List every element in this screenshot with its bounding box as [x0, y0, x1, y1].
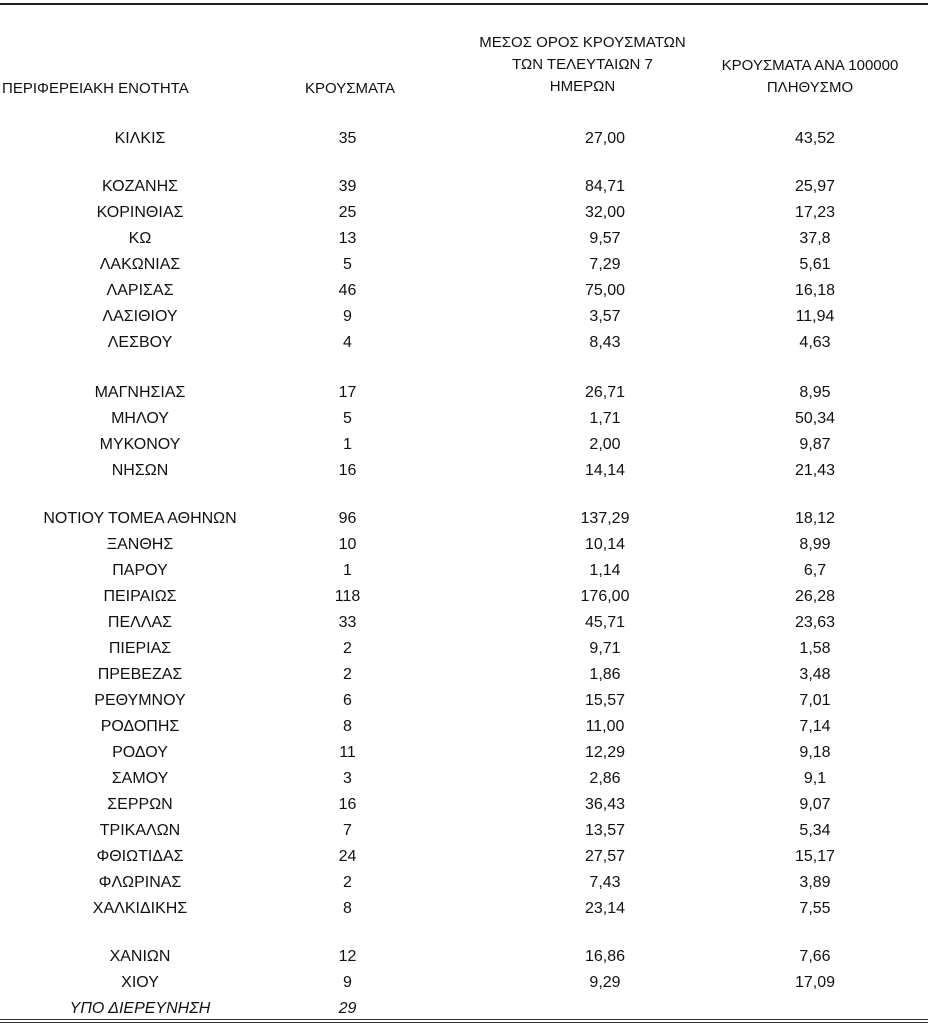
- region-cell: ΦΘΙΩΤΙΔΑΣ: [96, 848, 184, 865]
- region-cell: ΜΥΚΟΝΟΥ: [99, 436, 181, 453]
- region-cell: ΦΛΩΡΙΝΑΣ: [98, 874, 182, 891]
- bottom-rule-double: [0, 1022, 928, 1023]
- per-100k-cell: 37,8: [799, 230, 831, 247]
- per-100k-cell: 7,14: [799, 718, 831, 735]
- avg-7-days-cell: 11,00: [585, 718, 625, 735]
- table-row: [0, 896, 940, 922]
- cases-cell: 3: [343, 770, 352, 787]
- avg-7-days-cell: 27,57: [584, 848, 626, 865]
- cases-cell: 16: [338, 462, 357, 479]
- avg-7-days-cell: 13,57: [584, 822, 626, 839]
- per-100k-cell: 5,34: [799, 822, 831, 839]
- region-cell: ΧΑΛΚΙΔΙΚΗΣ: [92, 900, 188, 917]
- region-cell: ΞΑΝΘΗΣ: [106, 536, 174, 553]
- per-100k-cell: 4,63: [799, 334, 831, 351]
- per-100k-cell: 21,43: [794, 462, 836, 479]
- per-100k-cell: 17,09: [794, 974, 836, 991]
- per-100k-cell: 8,99: [799, 536, 831, 553]
- bottom-rule: [0, 1019, 928, 1020]
- avg-7-days-cell: 45,71: [584, 614, 626, 631]
- cases-cell: 9: [343, 308, 352, 325]
- table-row: [0, 792, 940, 818]
- cases-cell: 33: [338, 614, 357, 631]
- cases-cell: 118: [334, 588, 361, 605]
- region-cell: ΛΑΚΩΝΙΑΣ: [99, 256, 181, 273]
- cases-cell: 25: [338, 204, 357, 221]
- cases-cell: 46: [338, 282, 357, 299]
- avg-7-days-cell: 7,29: [589, 256, 621, 273]
- per-100k-cell: 16,18: [794, 282, 836, 299]
- table-row: [0, 844, 940, 870]
- table-row: [0, 818, 940, 844]
- per-100k-cell: 7,01: [799, 692, 831, 709]
- table-row: [0, 200, 940, 226]
- per-100k-cell: 25,97: [794, 178, 836, 195]
- region-cell: ΛΑΣΙΘΙΟΥ: [102, 308, 178, 325]
- cases-cell: 8: [343, 718, 352, 735]
- region-cell: ΤΡΙΚΑΛΩΝ: [99, 822, 181, 839]
- table-row: [0, 252, 940, 278]
- cases-cell: 2: [343, 640, 352, 657]
- avg-7-days-cell: 3,57: [589, 308, 621, 325]
- header-per100k-line-2: ΠΛΗΘΥΣΜΟ: [766, 79, 854, 96]
- header-region: ΠΕΡΙΦΕΡΕΙΑΚΗ ΕΝΟΤΗΤΑ: [2, 80, 189, 97]
- region-cell: ΠΕΛΛΑΣ: [107, 614, 173, 631]
- avg-7-days-cell: 16,86: [584, 948, 626, 965]
- per-100k-cell: 8,95: [799, 384, 831, 401]
- cases-cell: 5: [343, 256, 352, 273]
- per-100k-cell: 1,58: [799, 640, 831, 657]
- per-100k-cell: 3,89: [799, 874, 831, 891]
- per-100k-cell: 9,18: [799, 744, 831, 761]
- region-cell: ΚΙΛΚΙΣ: [114, 130, 166, 147]
- region-cell: ΡΟΔΟΠΗΣ: [100, 718, 180, 735]
- avg-7-days-cell: 7,43: [589, 874, 621, 891]
- table-row: [0, 506, 940, 532]
- table-row: [0, 126, 940, 152]
- avg-7-days-cell: 26,71: [584, 384, 626, 401]
- header-avg-line-1: ΜΕΣΟΣ ΟΡΟΣ ΚΡΟΥΣΜΑΤΩΝ: [479, 34, 686, 51]
- avg-7-days-cell: 9,71: [589, 640, 621, 657]
- avg-7-days-cell: 2,86: [589, 770, 621, 787]
- table-row: [0, 458, 940, 484]
- avg-7-days-cell: 15,57: [584, 692, 626, 709]
- cases-cell: 39: [338, 178, 357, 195]
- avg-7-days-cell: 23,14: [584, 900, 626, 917]
- per-100k-cell: 7,66: [799, 948, 831, 965]
- cases-cell: 13: [338, 230, 357, 247]
- header-cases-per-100k: [690, 55, 930, 99]
- table-row: [0, 532, 940, 558]
- cases-cell: 10: [338, 536, 357, 553]
- per-100k-cell: 43,52: [794, 130, 836, 147]
- table-row: [0, 304, 940, 330]
- region-cell: ΛΑΡΙΣΑΣ: [106, 282, 174, 299]
- per-100k-cell: 11,94: [795, 308, 835, 325]
- per-100k-cell: 5,61: [799, 256, 831, 273]
- region-cell: ΣΑΜΟΥ: [111, 770, 169, 787]
- avg-7-days-cell: 1,86: [589, 666, 621, 683]
- table-row: [0, 226, 940, 252]
- header-avg-7-days: [455, 32, 710, 98]
- table-row: [0, 766, 940, 792]
- avg-7-days-cell: 12,29: [584, 744, 626, 761]
- per-100k-cell: 18,12: [794, 510, 836, 527]
- region-cell: ΜΑΓΝΗΣΙΑΣ: [94, 384, 186, 401]
- table-row: [0, 330, 940, 356]
- cases-cell: 1: [343, 436, 352, 453]
- region-cell: ΡΕΘΥΜΝΟΥ: [94, 692, 186, 709]
- per-100k-cell: 50,34: [794, 410, 836, 427]
- cases-cell: 8: [343, 900, 352, 917]
- table-row: [0, 278, 940, 304]
- region-cell: ΚΟΖΑΝΗΣ: [101, 178, 179, 195]
- avg-7-days-cell: 75,00: [584, 282, 626, 299]
- region-cell: ΝΗΣΩΝ: [111, 462, 169, 479]
- cases-cell: 11: [339, 744, 356, 761]
- avg-7-days-cell: 84,71: [584, 178, 626, 195]
- cases-cell: 4: [343, 334, 352, 351]
- region-cell: ΝΟΤΙΟΥ ΤΟΜΕΑ ΑΘΗΝΩΝ: [43, 510, 237, 527]
- region-cell: ΚΩ: [128, 230, 152, 247]
- table-row: [0, 174, 940, 200]
- per-100k-cell: 6,7: [803, 562, 827, 579]
- cases-cell: 9: [343, 974, 352, 991]
- per-100k-cell: 15,17: [794, 848, 836, 865]
- table-row: [0, 714, 940, 740]
- per-100k-cell: 3,48: [799, 666, 831, 683]
- per-100k-cell: 26,28: [794, 588, 836, 605]
- avg-7-days-cell: 9,57: [589, 230, 621, 247]
- region-cell: ΥΠΟ ΔΙΕΡΕΥΝΗΣΗ: [69, 1000, 211, 1017]
- table-row: [0, 688, 940, 714]
- header-avg-line-2: ΤΩΝ ΤΕΛΕΥΤΑΙΩΝ 7: [512, 56, 653, 73]
- avg-7-days-cell: 1,14: [589, 562, 621, 579]
- table-row: [0, 610, 940, 636]
- cases-cell: 2: [343, 874, 352, 891]
- avg-7-days-cell: 8,43: [589, 334, 621, 351]
- region-cell: ΠΡΕΒΕΖΑΣ: [97, 666, 183, 683]
- table-row: [0, 558, 940, 584]
- table-row: [0, 584, 940, 610]
- region-cell: ΛΕΣΒΟΥ: [107, 334, 173, 351]
- cases-cell: 6: [343, 692, 352, 709]
- cases-cell: 17: [338, 384, 357, 401]
- avg-7-days-cell: 2,00: [589, 436, 621, 453]
- cases-cell: 29: [338, 1000, 357, 1017]
- cases-cell: 2: [343, 666, 352, 683]
- region-cell: ΣΕΡΡΩΝ: [107, 796, 173, 813]
- region-cell: ΧΑΝΙΩΝ: [109, 948, 171, 965]
- region-cell: ΡΟΔΟΥ: [112, 744, 168, 761]
- table-row: [0, 970, 940, 996]
- cases-cell: 5: [343, 410, 352, 427]
- per-100k-cell: 23,63: [794, 614, 836, 631]
- cases-cell: 24: [338, 848, 357, 865]
- region-cell: ΠΕΙΡΑΙΩΣ: [103, 588, 177, 605]
- region-cell: ΠΑΡΟΥ: [112, 562, 168, 579]
- avg-7-days-cell: 14,14: [584, 462, 626, 479]
- cases-cell: 16: [338, 796, 357, 813]
- table-row: [0, 636, 940, 662]
- cases-cell: 96: [338, 510, 357, 527]
- per-100k-cell: 9,07: [799, 796, 831, 813]
- avg-7-days-cell: 137,29: [580, 510, 630, 527]
- table-row: [0, 406, 940, 432]
- header-avg-line-3: ΗΜΕΡΩΝ: [549, 78, 616, 95]
- table-row: [0, 432, 940, 458]
- avg-7-days-cell: 36,43: [584, 796, 626, 813]
- region-cell: ΚΟΡΙΝΘΙΑΣ: [96, 204, 184, 221]
- cases-cell: 1: [343, 562, 352, 579]
- table-row: [0, 662, 940, 688]
- region-cell: ΜΗΛΟΥ: [111, 410, 169, 427]
- cases-cell: 7: [343, 822, 352, 839]
- top-rule: [0, 3, 928, 5]
- table-row: [0, 740, 940, 766]
- avg-7-days-cell: 27,00: [584, 130, 626, 147]
- avg-7-days-cell: 9,29: [589, 974, 621, 991]
- header-cases: ΚΡΟΥΣΜΑΤΑ: [305, 80, 395, 97]
- table-row: [0, 870, 940, 896]
- avg-7-days-cell: 10,14: [584, 536, 626, 553]
- cases-cell: 12: [338, 948, 357, 965]
- table-row: [0, 944, 940, 970]
- avg-7-days-cell: 32,00: [584, 204, 626, 221]
- per-100k-cell: 9,87: [799, 436, 831, 453]
- per-100k-cell: 9,1: [803, 770, 827, 787]
- region-cell: ΠΙΕΡΙΑΣ: [108, 640, 172, 657]
- per-100k-cell: 7,55: [799, 900, 831, 917]
- region-cell: ΧΙΟΥ: [121, 974, 159, 991]
- table-row: [0, 380, 940, 406]
- header-per100k-line-1: ΚΡΟΥΣΜΑΤΑ ΑΝΑ 100000: [721, 57, 899, 74]
- avg-7-days-cell: 176,00: [580, 588, 630, 605]
- per-100k-cell: 17,23: [794, 204, 836, 221]
- avg-7-days-cell: 1,71: [589, 410, 621, 427]
- cases-cell: 35: [338, 130, 357, 147]
